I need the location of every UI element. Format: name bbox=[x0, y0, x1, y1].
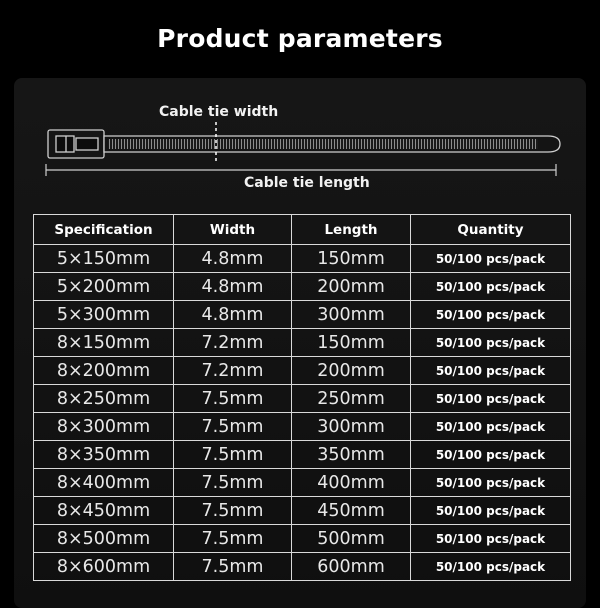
cell-width: 4.8mm bbox=[174, 245, 292, 273]
table-row bbox=[34, 273, 571, 301]
cell-specification: 8×250mm bbox=[34, 385, 174, 413]
cell-quantity: 50/100 pcs/pack bbox=[411, 497, 571, 525]
cell-quantity: 50/100 pcs/pack bbox=[411, 329, 571, 357]
cell-quantity: 50/100 pcs/pack bbox=[411, 553, 571, 581]
cell-width: 7.5mm bbox=[174, 497, 292, 525]
cell-length: 300mm bbox=[292, 413, 411, 441]
table-row bbox=[34, 357, 571, 385]
cell-quantity: 50/100 pcs/pack bbox=[411, 469, 571, 497]
spec-table bbox=[33, 214, 571, 581]
cell-specification: 8×600mm bbox=[34, 553, 174, 581]
cell-specification: 8×500mm bbox=[34, 525, 174, 553]
cable-tie-teeth bbox=[108, 139, 538, 149]
cell-specification: 8×200mm bbox=[34, 357, 174, 385]
cell-specification: 8×300mm bbox=[34, 413, 174, 441]
cell-specification: 5×300mm bbox=[34, 301, 174, 329]
cell-length: 600mm bbox=[292, 553, 411, 581]
cell-length: 450mm bbox=[292, 497, 411, 525]
length-label: Cable tie length bbox=[244, 175, 370, 191]
cell-quantity: 50/100 pcs/pack bbox=[411, 245, 571, 273]
table-row bbox=[34, 553, 571, 581]
cell-width: 4.8mm bbox=[174, 301, 292, 329]
header-length: Length bbox=[292, 215, 411, 245]
header-specification: Specification bbox=[34, 215, 174, 245]
cell-quantity: 50/100 pcs/pack bbox=[411, 301, 571, 329]
cell-width: 7.5mm bbox=[174, 441, 292, 469]
cell-width: 7.5mm bbox=[174, 525, 292, 553]
cell-width: 7.5mm bbox=[174, 553, 292, 581]
header-quantity: Quantity bbox=[411, 215, 571, 245]
cable-tie-head bbox=[48, 130, 104, 158]
cell-length: 400mm bbox=[292, 469, 411, 497]
cell-length: 200mm bbox=[292, 273, 411, 301]
header-width: Width bbox=[174, 215, 292, 245]
cell-quantity: 50/100 pcs/pack bbox=[411, 441, 571, 469]
table-row bbox=[34, 329, 571, 357]
cell-length: 150mm bbox=[292, 329, 411, 357]
cell-specification: 8×150mm bbox=[34, 329, 174, 357]
cell-specification: 8×350mm bbox=[34, 441, 174, 469]
cell-quantity: 50/100 pcs/pack bbox=[411, 357, 571, 385]
cable-tie-diagram bbox=[0, 0, 600, 210]
cell-quantity: 50/100 pcs/pack bbox=[411, 413, 571, 441]
cell-width: 7.5mm bbox=[174, 413, 292, 441]
cell-specification: 8×400mm bbox=[34, 469, 174, 497]
table-row bbox=[34, 441, 571, 469]
cell-length: 500mm bbox=[292, 525, 411, 553]
table-row bbox=[34, 301, 571, 329]
cell-quantity: 50/100 pcs/pack bbox=[411, 385, 571, 413]
cell-length: 300mm bbox=[292, 301, 411, 329]
page-title: Product parameters bbox=[157, 24, 443, 53]
cell-width: 4.8mm bbox=[174, 273, 292, 301]
cell-width: 7.2mm bbox=[174, 329, 292, 357]
cell-length: 200mm bbox=[292, 357, 411, 385]
table-row bbox=[34, 385, 571, 413]
cell-quantity: 50/100 pcs/pack bbox=[411, 273, 571, 301]
table-row bbox=[34, 245, 571, 273]
cell-width: 7.5mm bbox=[174, 385, 292, 413]
cell-specification: 5×150mm bbox=[34, 245, 174, 273]
cell-width: 7.5mm bbox=[174, 469, 292, 497]
cell-length: 350mm bbox=[292, 441, 411, 469]
cell-length: 150mm bbox=[292, 245, 411, 273]
table-header-row bbox=[34, 215, 571, 245]
cell-quantity: 50/100 pcs/pack bbox=[411, 525, 571, 553]
table-row bbox=[34, 469, 571, 497]
table-row bbox=[34, 413, 571, 441]
cell-specification: 8×450mm bbox=[34, 497, 174, 525]
table-row bbox=[34, 497, 571, 525]
cell-width: 7.2mm bbox=[174, 357, 292, 385]
cell-length: 250mm bbox=[292, 385, 411, 413]
width-label: Cable tie width bbox=[159, 104, 279, 120]
table-row bbox=[34, 525, 571, 553]
cell-specification: 5×200mm bbox=[34, 273, 174, 301]
